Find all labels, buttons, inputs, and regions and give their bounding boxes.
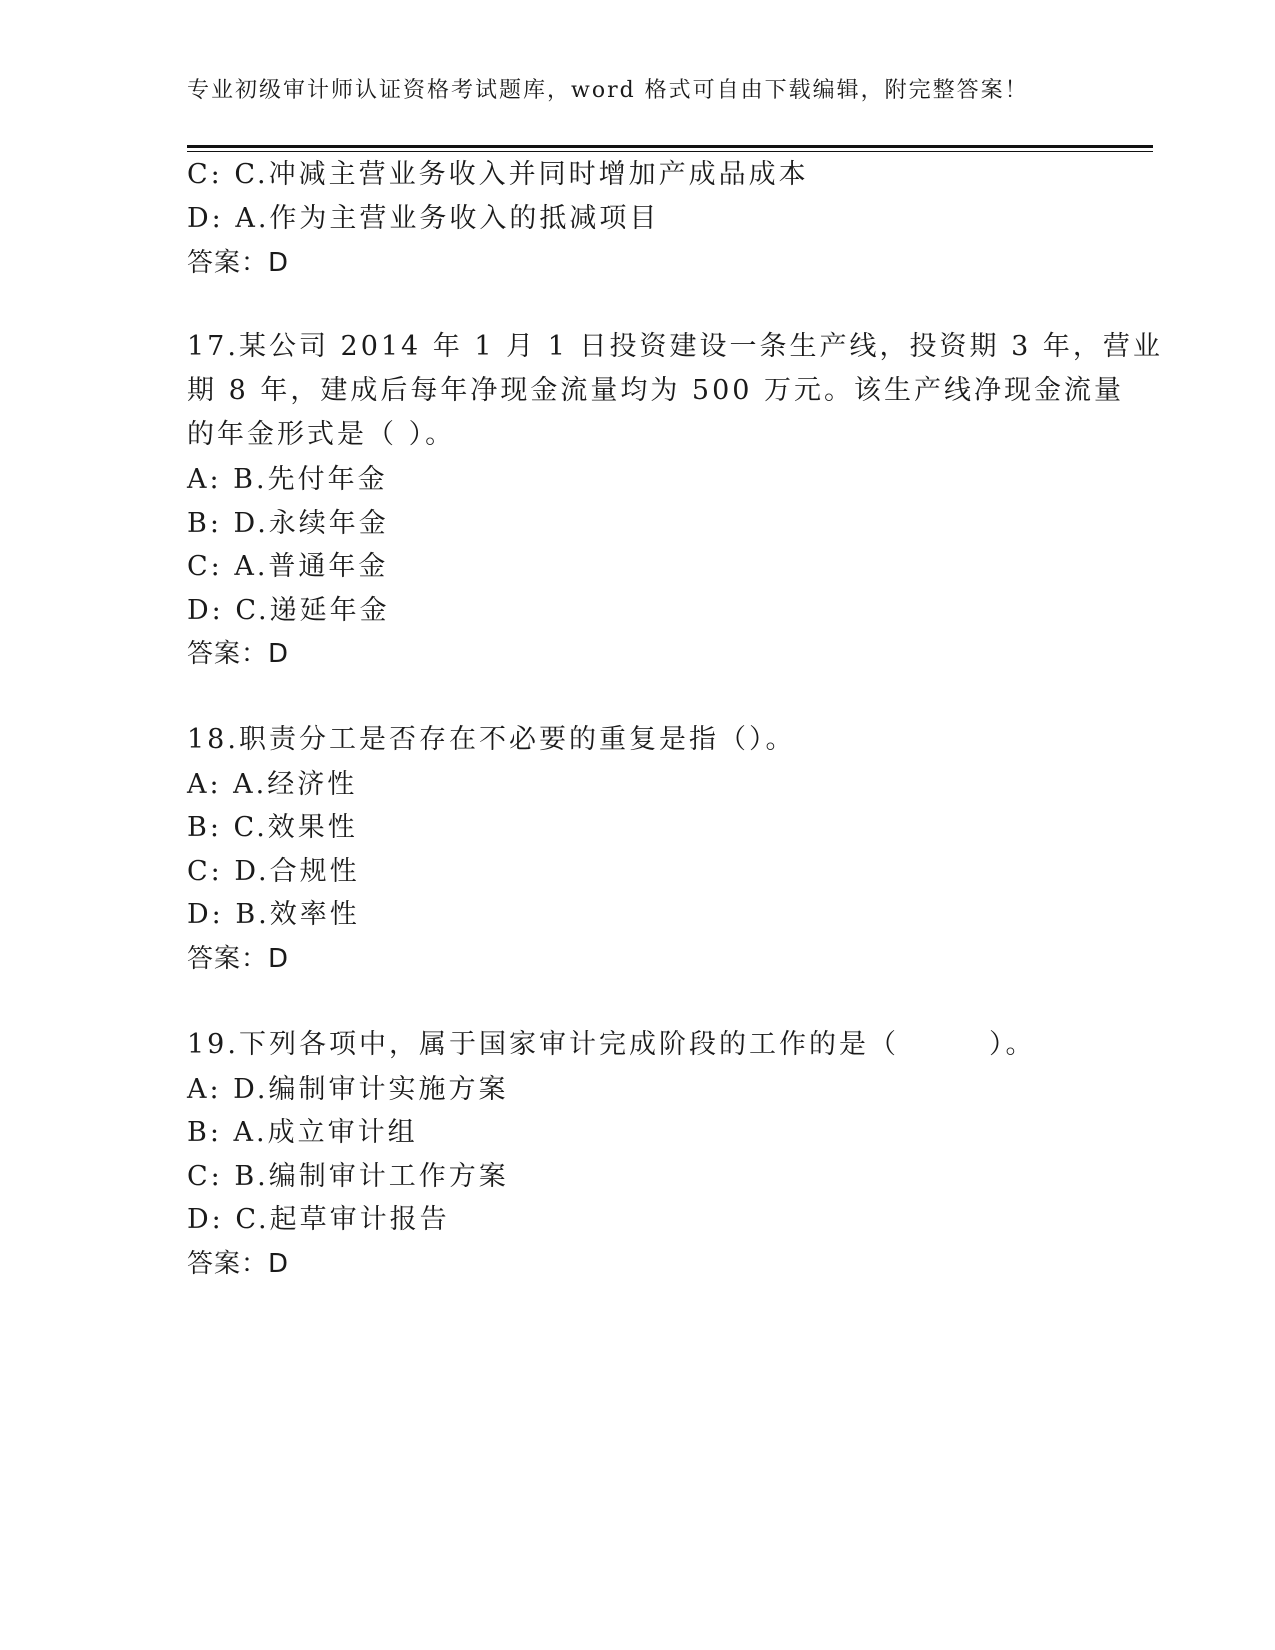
question-17-line-2: 期 8 年，建成后每年净现金流量均为 500 万元。该生产线净现金流量	[187, 375, 1125, 406]
answer: 答案：D	[187, 1249, 290, 1279]
question-19-line-1: 19.下列各项中，属于国家审计完成阶段的工作的是（ ）。	[187, 1029, 1036, 1060]
option-b: B: A.成立审计组	[187, 1117, 418, 1148]
option-a: A: D.编制审计实施方案	[187, 1074, 509, 1105]
option-c: C: C.冲减主营业务收入并同时增加产成品成本	[187, 159, 809, 190]
answer: 答案：D	[187, 639, 290, 669]
option-d: D: B.效率性	[187, 899, 360, 930]
option-a: A: B.先付年金	[187, 464, 388, 495]
option-b: B: D.永续年金	[187, 508, 389, 539]
option-d: D: C.递延年金	[187, 595, 390, 626]
option-a: A: A.经济性	[187, 769, 358, 800]
answer: 答案：D	[187, 944, 290, 974]
option-b: B: C.效果性	[187, 812, 358, 843]
header-rule-thick	[187, 145, 1153, 148]
option-c: C: D.合规性	[187, 856, 360, 887]
option-c: C: A.普通年金	[187, 551, 389, 582]
question-18-line-1: 18.职责分工是否存在不必要的重复是指（）。	[187, 724, 796, 755]
question-17-line-1: 17.某公司 2014 年 1 月 1 日投资建设一条生产线，投资期 3 年，营业	[187, 331, 1163, 362]
question-17-line-3: 的年金形式是（ ）。	[187, 419, 456, 450]
option-d: D: A.作为主营业务收入的抵减项目	[187, 203, 660, 234]
header-rule-thin	[187, 151, 1153, 152]
page-header: 专业初级审计师认证资格考试题库，word 格式可自由下载编辑，附完整答案！	[187, 78, 1029, 103]
option-c: C: B.编制审计工作方案	[187, 1161, 509, 1192]
answer: 答案：D	[187, 248, 290, 278]
option-d: D: C.起草审计报告	[187, 1204, 450, 1235]
